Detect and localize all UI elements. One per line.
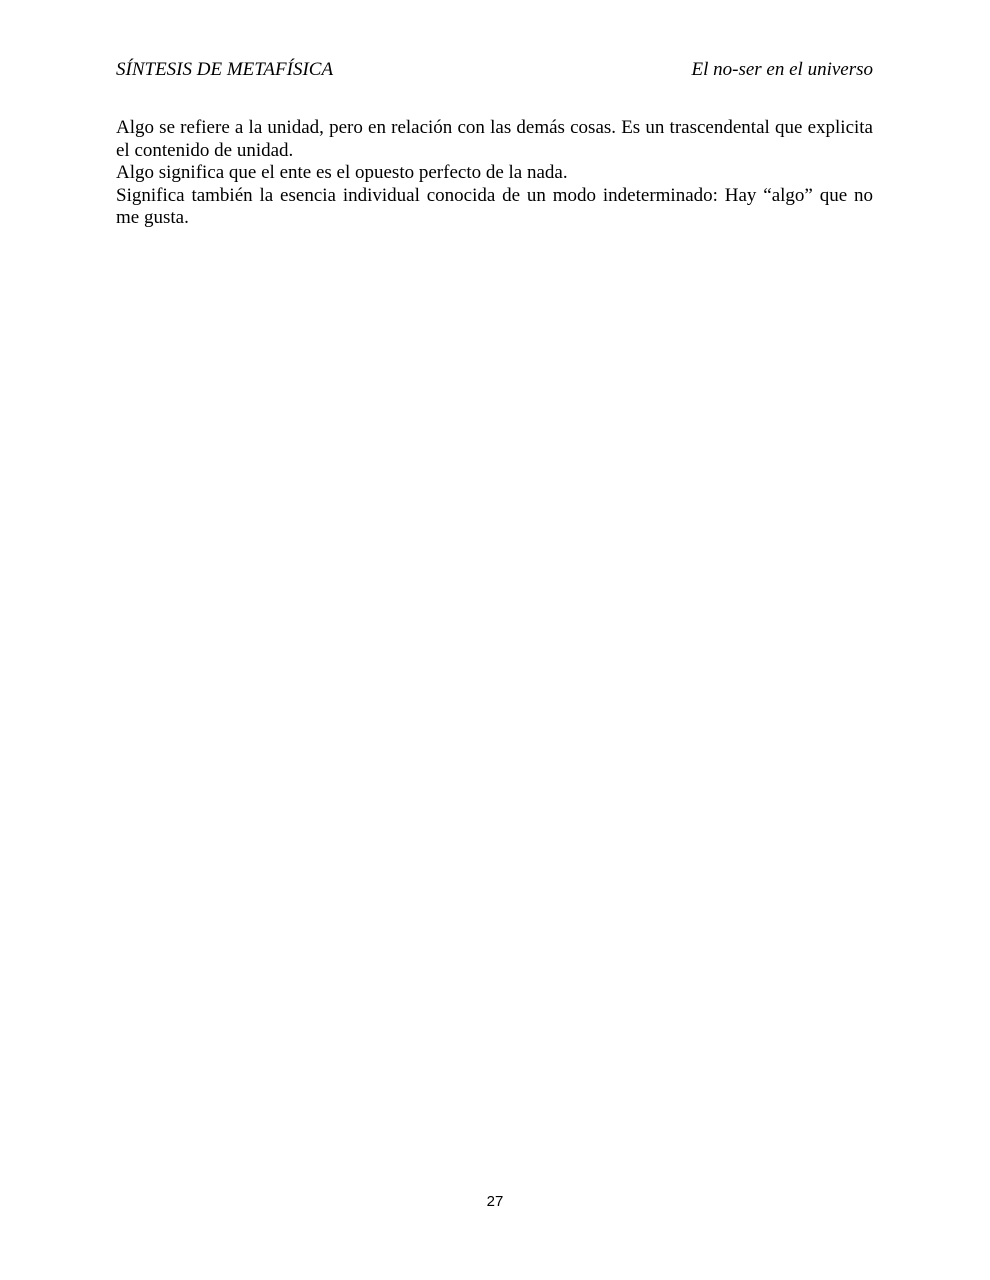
paragraph: Algo significa que el ente es el opuesto perfecto de la nada. xyxy=(116,162,568,183)
page-number: 27 xyxy=(486,1193,504,1210)
running-title-right: El no-ser en el universo xyxy=(691,59,873,80)
running-title-left: SÍNTESIS DE METAFÍSICA xyxy=(116,59,334,80)
paragraph: Algo se refiere a la unidad, pero en relación con las demás cosas. Es un trascendental que explicita el contenido de unidad. xyxy=(116,117,873,161)
page-header xyxy=(116,58,873,84)
body-text xyxy=(116,117,873,230)
paragraph: Significa también la esencia individual conocida de un modo indeterminado: Hay “algo” que no me gusta. xyxy=(116,184,873,228)
